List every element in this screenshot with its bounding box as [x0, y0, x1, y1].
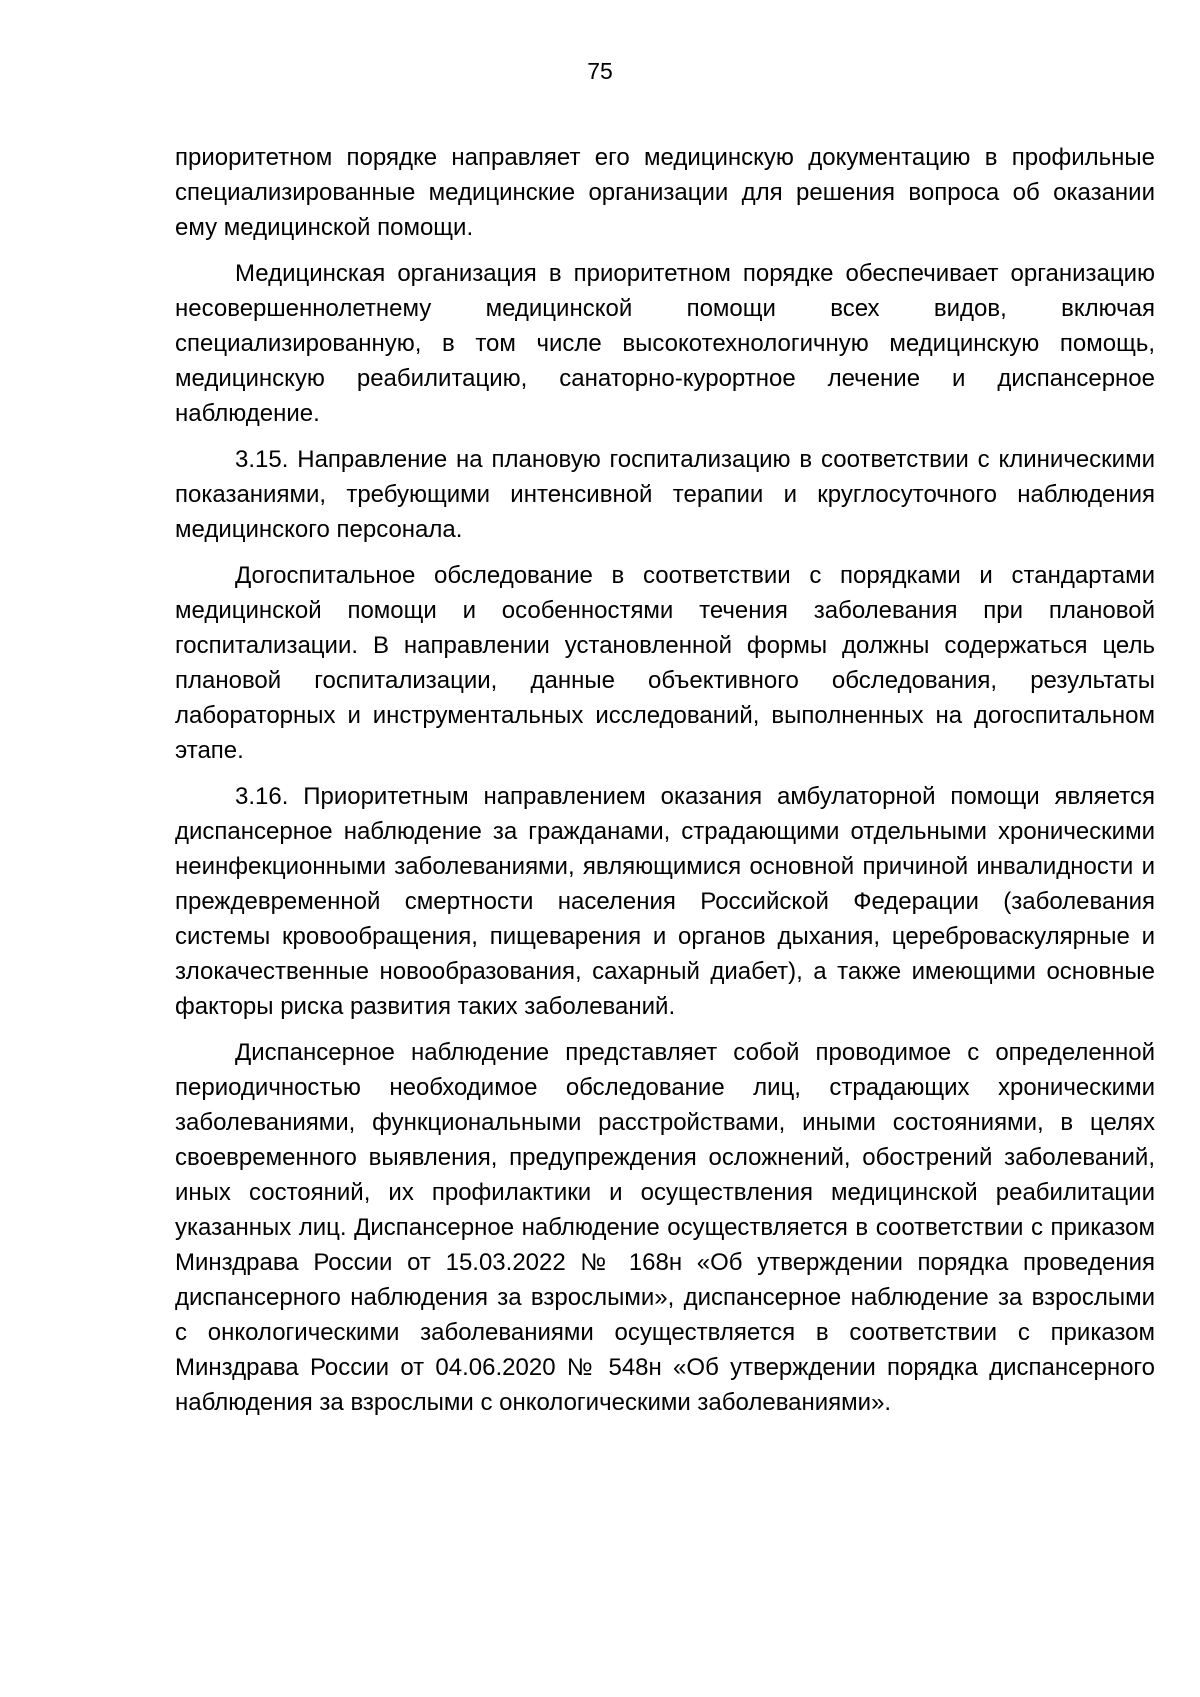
page-number: 75: [587, 58, 613, 84]
paragraph-section-3-16: 3.16. Приоритетным направлением оказания амбулаторной помощи является диспансерное наблюдение за гражданами, страдающими отдельными хроническими неинфекционными заболеваниями, являющимися основной причиной инвалидности и преждевременной смертности населения Российской Федерации (заболевания системы кровообращения, пищеварения и органов дыхания, цереброваскулярные и злокачественные новообразования, сахарный диабет), а также имеющими основные факторы риска развития таких заболеваний.: [175, 783, 1155, 1020]
paragraph-medical-organization: Медицинская организация в приоритетном порядке обеспечивает организацию несовершеннолетнему медицинской помощи всех видов, включая специализированную, в том числе высокотехнологичную медицинскую помощь, медицинскую реабилитацию, санаторно-курортное лечение и диспансерное наблюдение.: [175, 260, 1155, 427]
document-body: [175, 140, 1155, 1431]
paragraph-continuation: приоритетном порядке направляет его медицинскую документацию в профильные специализированные медицинские организации для решения вопроса об оказании ему медицинской помощи.: [175, 144, 1155, 241]
paragraph-pre-hospital-examination: Догоспитальное обследование в соответствии с порядками и стандартами медицинской помощи и особенностями течения заболевания при плановой госпитализации. В направлении установленной формы должны содержаться цель плановой госпитализации, данные объективного обследования, результаты лабораторных и инструментальных исследований, выполненных на догоспитальном этапе.: [175, 562, 1155, 764]
paragraph-section-3-15: 3.15. Направление на плановую госпитализацию в соответствии с клиническими показаниями, требующими интенсивной терапии и круглосуточного наблюдения медицинского персонала.: [175, 446, 1155, 543]
paragraph-dispensary-observation: Диспансерное наблюдение представляет собой проводимое с определенной периодичностью необходимое обследование лиц, страдающих хроническими заболеваниями, функциональными расстройствами, иными состояниями, в целях своевременного выявления, предупреждения осложнений, обострений заболеваний, иных состояний, их профилактики и осуществления медицинской реабилитации указанных лиц. Диспансерное наблюдение осуществляется в соответствии с приказом Минздрава России от 15.03.2022 № 168н «Об утверждении порядка проведения диспансерного наблюдения за взрослыми», диспансерное наблюдение за взрослыми с онкологическими заболеваниями осуществляется в соответствии с приказом Минздрава России от 04.06.2020 № 548н «Об утверждении порядка диспансерного наблюдения за взрослыми с онкологическими заболеваниями».: [175, 1039, 1155, 1416]
